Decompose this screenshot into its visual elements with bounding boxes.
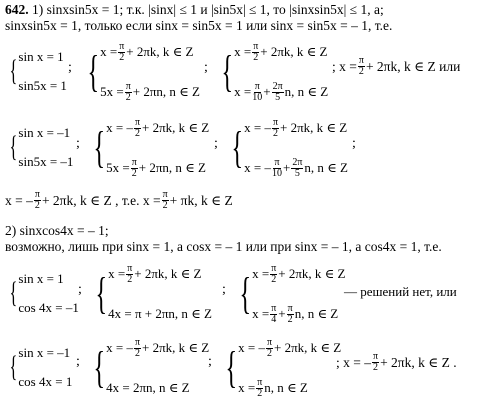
- system-5: { x = – π 2 + 2πk, k ∈ Z 5x = $\frac{\pi}{2}$ + 2πn, n ∈ Z: [93, 116, 210, 179]
- line-4: 2) sinxcos4x = – 1;: [5, 223, 109, 238]
- result-1: ; x = $\frac{\pi}{2}$ + 2πk, k ∈ Z или: [332, 55, 461, 77]
- system-4: { sin x = –1 sin5x = –1: [9, 124, 74, 169]
- system-12: { x = – π 2 + 2πk, k ∈ Z x = $\frac{\pi}{2}$ n, n ∈ Z: [225, 336, 342, 399]
- system-9: { x = $\frac{\pi}{2}$ + 2πk, k ∈ Z x = $\frac{\pi}{4}$ + $\frac{\pi}{2}$ n, n ∈ Z: [239, 262, 346, 325]
- system-10: { sin x = –1 cos 4x = 1: [9, 344, 73, 389]
- result-3: ; x = – π 2 + 2πk, k ∈ Z .: [336, 351, 457, 373]
- line-5: возможно, лишь при sinx = 1, а cosx = – 1 или при sinx = – 1, а cos4x = 1, т.е.: [5, 239, 442, 254]
- line-3: x = – π 2 + 2πk, k ∈ Z , т.е. x = $\frac{\pi}{2}$ + πk, k ∈ Z: [5, 189, 233, 211]
- line-2: sinxsin5x = 1, только если sinx = sin5x = 1 или sinx = sin5x = – 1, т.е.: [5, 18, 393, 33]
- system-6: { x = – π 2 + 2πk, k ∈ Z x = – π 10 + $\frac{2\pi}{5}$ n, n ∈ Z: [231, 116, 348, 179]
- system-2: { x = $\frac{\pi}{2}$ + 2πk, k ∈ Z 5x = $\frac{\pi}{2}$ + 2πn, n ∈ Z: [87, 40, 200, 103]
- result-2: — решений нет, или: [344, 284, 457, 299]
- system-11: { x = – π 2 + 2πk, k ∈ Z 4x = 2πn, n ∈ Z: [93, 336, 210, 395]
- system-8: { x = $\frac{\pi}{2}$ + 2πk, k ∈ Z 4x = π + 2πn, n ∈ Z: [95, 262, 212, 321]
- line-1: 642. 1) sinxsin5x = 1; т.к. |sinx| ≤ 1 и |sin5x| ≤ 1, то |sinxsin5x| ≤ 1, а;: [5, 2, 384, 17]
- system-1: { sin x = 1 sin5x = 1: [9, 48, 67, 93]
- system-7: { sin x = 1 cos 4x = –1: [9, 270, 79, 315]
- problem-number: 642.: [5, 2, 29, 17]
- system-3: { x = $\frac{\pi}{2}$ + 2πk, k ∈ Z x = $\frac{\pi}{10}$ + $\frac{2\pi}{5}$ n, n ∈ Z: [221, 40, 329, 103]
